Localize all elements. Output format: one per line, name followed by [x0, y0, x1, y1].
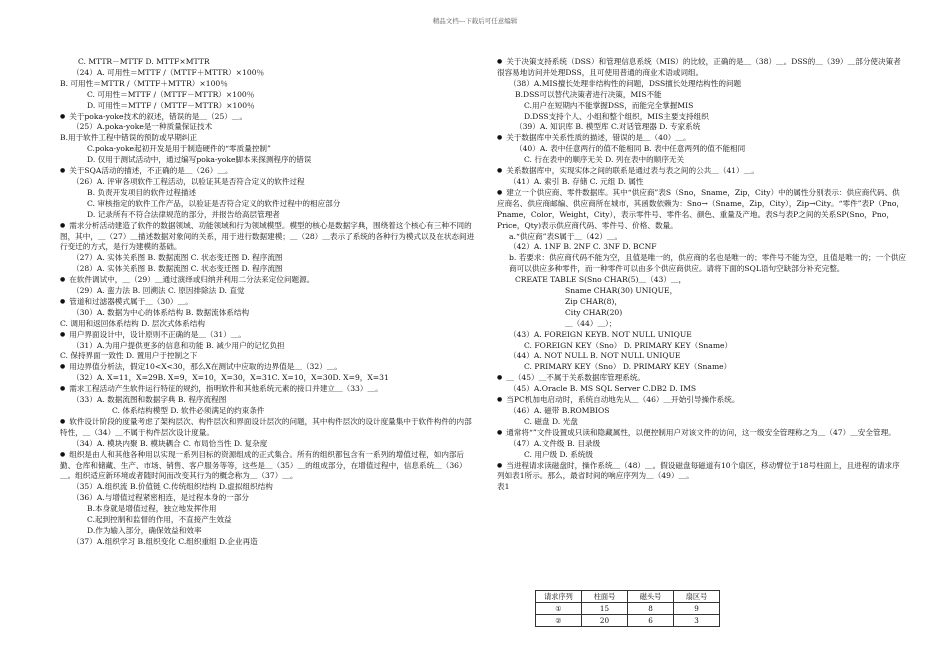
text-line: （33）A. 数据流图和数据字典 B. 程序流程图 — [72, 395, 227, 405]
text-line: ● 关于决策支持系统（DSS）和管理信息系统（MIS）的比较，正确的是＿（38）＿。DSS的＿（39）＿部分使决策者很容易地访问并处理DSS，且可使用普通的商业术语或词组。 — [497, 57, 907, 79]
text-line: C. 保持界面一致性 D. 置用户于控制之下 — [60, 351, 198, 361]
text-line: ● 需求工程活动产生软件运行特征的规约，指明软件和其他系统元素的接口并建立＿（33）＿。 — [60, 384, 478, 395]
text-line: C. 调用和返回体系结构 D. 层次式体系结构 — [60, 318, 205, 328]
text-line: ● 软件设计阶段的度量考虑了架构层次、构件层次和界面设计层次的问题，其中构件层次的设计度量集中于软件构件的内部特性，＿（34）＿不属于构件层次设计度量。 — [60, 417, 478, 439]
text-line: Zip CHAR(8)， — [565, 296, 622, 306]
text-line: （26）A. 评审各项软件工程活动，以验证其是否符合定义的软件过程 — [72, 176, 305, 186]
table-cell: 20 — [582, 615, 628, 627]
text-line: （32）A. X=11，X=29B. X=9，X=10，X=30，X=31C. X=10，X=30D. X=9，X=31 — [72, 373, 389, 383]
table-cell: 3 — [674, 615, 720, 627]
text-line: （45）A.Oracle B. MS SQL Server C.DB2 D. IMS — [509, 384, 697, 394]
text-line: C. 审核指定的软件工作产品，以验证是否符合定义的软件过程中的相应部分 — [87, 198, 341, 208]
text-line: ● 在软件调试中，＿（29）＿通过演绎或归纳并利用二分法来定位问题源。 — [60, 275, 478, 286]
text-line: ● 关系数据库中，实现实体之间的联系是通过表与表之间的公共＿（41）＿。 — [497, 166, 907, 177]
text-line: （38）A.MIS擅长处理非结构性的问题，DSS擅长处理结构性的问题 — [509, 78, 742, 88]
text-line: C.poka-yoke起初开发是用于制造硬件的“零质量控制” — [87, 144, 271, 154]
table-row — [536, 603, 720, 615]
text-line: （41）A. 索引 B. 存储 C. 元组 D. 属性 — [509, 176, 644, 186]
text-line: C.用户在短期内不能掌握DSS，而能完全掌握MIS — [524, 100, 694, 110]
text-line: B.本身就是增值过程，独立地发挥作用 — [87, 504, 217, 514]
text-line: ● 组织是由人和其他各种用以实现一系列目标的资源组成的正式集合。所有的组织都包含有一系列的增值过程，如内部后勤、仓库和储藏、生产、市场、销售、客户服务等等，这些是＿（35）＿的组成部分，在增值过程中，信息系统＿（36）＿。组织适应新环境或者随时间而改变其行为的概念称为＿（37）＿。 — [60, 450, 478, 483]
text-line: （35）A.组织流 B.价值链 C.传统组织结构 D.虚拟组织结构 — [72, 482, 273, 492]
text-line: （28）A. 实体关系图 B. 数据流图 C. 状态变迁图 D. 程序流图 — [72, 264, 283, 274]
text-line: B. 负责开发项目的软件过程描述 — [87, 187, 197, 197]
table-header-cell: 扇区号 — [674, 591, 720, 603]
text-line: ● 关于数据库中关系性质的描述，错误的是＿（40）＿。 — [497, 133, 907, 144]
right-column — [497, 57, 907, 493]
text-line: （43）A. FOREIGN KEYB. NOT NULL UNIQUE — [509, 329, 692, 339]
table-row — [536, 615, 720, 627]
text-line: C. FOREIGN KEY（Sno） D. PRIMARY KEY（Sname） — [524, 340, 733, 350]
text-line: （44）A. NOT NULL B. NOT NULL UNIQUE — [509, 351, 681, 361]
text-line: ● 关于SQA活动的描述，不正确的是＿（26）＿。 — [60, 166, 478, 177]
table-cell: 15 — [582, 603, 628, 615]
text-line: D. 记录所有不符合法律规范的部分，并报告给高层管理者 — [87, 209, 280, 219]
table-header-cell: 柱面号 — [582, 591, 628, 603]
text-line: （27）A. 实体关系图 B. 数据流图 C. 状态变迁图 D. 程序流图 — [72, 253, 283, 263]
text-line: （47）A.文件级 B. 目录级 — [509, 438, 601, 448]
text-line: ● 通常将“”文件设置成只读和隐藏属性，以便控制用户对该文件的访问，这一级安全管理称之为＿（47）＿安全管理。 — [497, 428, 907, 439]
text-line: ● 管道和过滤器模式属于＿（30）＿。 — [60, 297, 478, 308]
text-line: （25）A.poka-yoke是一种质量保证技术 — [72, 122, 213, 132]
text-line: B.DSS可以替代决策者进行决策，MIS不能 — [515, 89, 662, 99]
text-line: C. MTTR－MTTF D. MTTF×MTTR — [78, 57, 210, 66]
text-line: （39）A. 知识库 B. 模型库 C.对话管理器 D. 专家系统 — [515, 122, 701, 132]
text-line: （40）A. 表中任意两行的值不能相同 B. 表中任意两列的值不能相同 — [515, 144, 746, 154]
table-cell: 9 — [674, 603, 720, 615]
text-line: （31）A.为用户提供更多的信息和功能 B. 减少用户的记忆负担 — [72, 340, 285, 350]
text-line: B.用于软件工程中错误的预防或早期纠正 — [60, 133, 198, 143]
text-line: C. 可用性＝MTTF /（MTTF－MTTR）×100％ — [87, 89, 255, 99]
text-line: （24）A. 可用性＝MTTF /（MTTF＋MTTR）×100％ — [72, 67, 265, 77]
text-line: ● ＿（45）＿不属于关系数据库管理系统。 — [497, 373, 907, 384]
table-cell: ② — [536, 615, 582, 627]
table-header-row — [536, 591, 720, 603]
table-cell: 8 — [628, 603, 674, 615]
text-line: ● 用边界值分析法，假定10<X<30，那么X在测试中应取的边界值是＿（32）＿。 — [60, 362, 478, 373]
text-line: （30）A. 数据为中心的体系结构 B. 数据流体系结构 — [72, 307, 250, 317]
text-line: C. 用户级 D. 系统级 — [524, 449, 593, 459]
text-line: ● 当PC机加电启动时，系统自动地先从＿（46）＿开始引导操作系统。 — [497, 395, 907, 406]
text-line: C.起到控制和监督的作用，不直接产生效益 — [87, 515, 232, 525]
text-line: ● 建立一个供应商、零件数据库。其中“供应商”表S（Sno，Sname，Zip，City）中的属性分别表示：供应商代码、供应商名、供应商邮编、供应商所在城市，其函数依赖为：Sno→（Sname，Zip，City），Zip→City。“零件”表P（Pno，Pname，Color，Weight，City），表示零件号、零件名、颜色、重量及产地。表S与表P之间的关系SP(Sno，Pno，Price，Qty)表示供应商代码、零件号、价格、数量。 — [497, 188, 907, 232]
text-line: D. 仅用于测试活动中，通过编写poka-yoke脚本来探测程序的错误 — [87, 155, 312, 165]
text-line: （37）A.组织学习 B.组织变化 C.组织重组 D.企业再造 — [72, 536, 258, 546]
text-line: b. 若要求：供应商代码不能为空，且值是唯一的，供应商的名也是唯一的；零件号不能为空，且值是唯一的；一个供应商可以供应多种零件，而一种零件可以由多个供应商供应。请将下面的SQL语句空缺部分补充完整。 — [509, 253, 906, 274]
text-line: （34）A. 模块内聚 B. 模块耦合 C. 布局恰当性 D. 复杂度 — [72, 438, 268, 448]
text-line: Sname CHAR(30) UNIQUE， — [565, 286, 678, 296]
page-header: 精品文档---下载后可任意编辑 — [432, 17, 518, 25]
text-line: CREATE TABLE S(Sno CHAR(5)＿（43）＿， — [515, 275, 687, 285]
text-line: C. PRIMARY KEY（Sno） D. PRIMARY KEY（Sname） — [524, 362, 732, 372]
text-line: ● 用户界面设计中，设计原则不正确的是＿（31）＿。 — [60, 330, 478, 341]
text-line: ● 当进程请求读磁盘时，操作系统＿（48）＿。假设磁盘每磁道有10个扇区，移动臂位于18号柱面上，且进程的请求序列如表1所示。那么，最省时间的响应序列为＿（49）＿。 — [497, 461, 907, 483]
text-line: C. 磁盘 D. 光盘 — [524, 416, 578, 426]
text-line: 表1 — [497, 482, 510, 492]
table-cell: 6 — [628, 615, 674, 627]
text-line: ● 关于poka-yoke技术的叙述，错误的是＿（25）＿。 — [60, 112, 478, 123]
table-header-cell: 磁头号 — [628, 591, 674, 603]
text-line: （36）A.与增值过程紧密相连，是过程本身的一部分 — [72, 493, 250, 503]
text-line: ● 需求分析活动建造了软件的数据领域、功能领域和行为领域模型。模型的核心是数据字典，围绕着这个核心有三种不同的图，其中，＿（27）＿描述数据对象间的关系，用于进行数据建模；＿（28）＿表示了系统的各种行为模式以及在状态间进行变迁的方式，是行为建模的基础。 — [60, 221, 478, 254]
text-line: （46）A. 磁带 B.ROMBIOS — [509, 406, 610, 415]
text-line: ＿（44）＿）； — [565, 318, 617, 328]
text-line: B. 可用性＝MTTR /（MTTF＋MTTR）×100％ — [60, 78, 228, 88]
request-table — [535, 590, 720, 627]
text-line: D. 可用性＝MTTF /（MTTF－MTTR）×100％ — [87, 100, 255, 110]
text-line: C. 行在表中的顺序无关 D. 列在表中的顺序无关 — [524, 155, 685, 165]
left-column — [60, 57, 478, 548]
text-line: （29）A. 蛮力法 B. 回溯法 C. 原因排除法 D. 直觉 — [72, 286, 245, 296]
text-line: D.DSS支持个人、小组和整个组织，MIS主要支持组织 — [524, 111, 709, 121]
text-line: （42）A. 1NF B. 2NF C. 3NF D. BCNF — [509, 242, 657, 252]
text-line: City CHAR(20) — [565, 307, 623, 317]
text-line: C. 体系结构模型 D. 软件必须满足的约束条件 — [112, 406, 265, 415]
text-line: D.作为输入部分，确保效益和效率 — [87, 525, 202, 535]
text-line: a.“供应商”表S属于＿（42）＿。 — [509, 231, 623, 241]
table-header-cell: 请求序列 — [536, 591, 582, 603]
table-cell: ① — [536, 603, 582, 615]
